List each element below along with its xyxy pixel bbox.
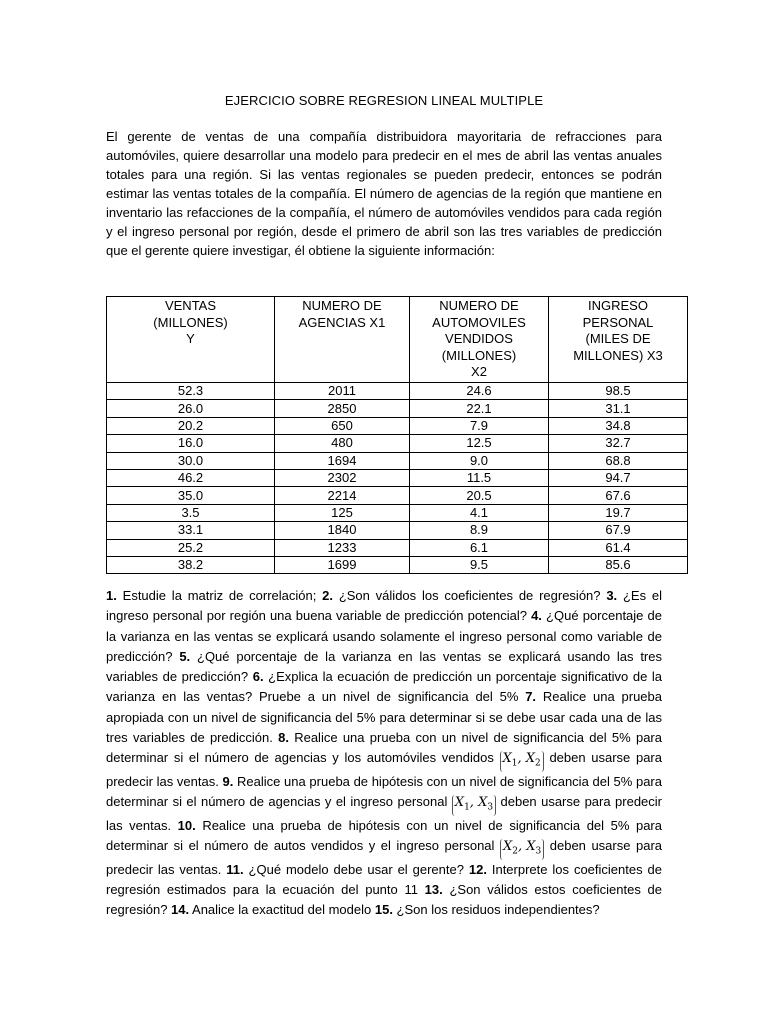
question-number: 4. [531,608,542,624]
question-number: 6. [252,669,264,685]
table-row: 46.2 2302 11.5 94.7 [107,469,688,486]
math-x1-x3: $X_1$, $X_3$ [452,795,496,816]
table-row: 33.1 1840 8.9 67.9 [107,522,688,539]
question-number: 5. [179,648,191,664]
question-number: 15. [374,902,393,918]
question-number: 9. [222,773,234,789]
header-ventas: VENTAS (MILLONES) Y [107,297,275,383]
intro-paragraph: El gerente de ventas de una compañía distribuidora mayoritaria de refracciones para automóviles, quiere desarrollar una modelo para predecir en el mes de abril las ventas anuales totales para una región. Si las ventas regionales se pueden predecir, entonces se podrán estimar las ventas totales de la compañía. El número de agencias de la región que mantiene en inventario las refacciones de la compañía, el número de automóviles vendidos para cada región y el ingreso personal por región, desde el primero de abril son las tres variables de predicción que el gerente quiere investigar, él obtiene la siguiente información: [106,129,662,258]
header-agencias: NUMERO DE AGENCIAS X1 [275,297,410,383]
data-table [106,296,688,574]
table-row: 35.0 2214 20.5 67.6 [107,487,688,504]
math-x2-x3: $X_2$, $X_3$ [500,839,544,860]
question-number: 1. [106,588,117,603]
table-row: 16.0 480 12.5 32.7 [107,435,688,452]
question-number: 2. [322,588,334,603]
document-title: EJERCICIO SOBRE REGRESION LINEAL MULTIPLE [224,93,544,108]
questions-paragraph: 1. Estudie la matriz de correlación; 2. ¿Son válidos los coeficientes de regresión? 3. ¿Es el ingreso personal por región una buena variable de predicción potencial? 4. ¿Qué porcentaje de la varianza en las ventas se explicará usando solamente el ingreso personal como variable de predicción? 5. ¿Qué porcentaje de la varianza en las ventas se explicará usando las tres variables de predicción? 6. ¿Explica la ecuación de predicción un porcentaje significativo de la varianza en las ventas? Pruebe a un nivel de significancia del 5% 7. Realice una prueba apropiada con un nivel de significancia del 5% para determinar si se debe usar cada una de las tres variables de predicción. 8. Realice una prueba con un nivel de significancia del 5% para determinar si el número de agencias y los automóviles vendidos $X_1$, $X_2$ deben usarse para predecir las ventas. 9. Realice una prueba de hipótesis con un nivel de significancia del 5% para determinar si el número de agencias y el ingreso personal $X_1$, $X_3$ deben usarse para predecir las ventas. 10. Realice una prueba de hipótesis con un nivel de significancia del 5% para determinar si el número de autos vendidos y el ingreso personal $X_2$, $X_3$ deben usarse para predecir las ventas. 11. ¿Qué modelo debe usar el gerente? 12. Interprete los coeficientes de regresión estimados para la ecuación del punto 11 13. ¿Son válidos estos coeficientes de regresión? 14. Analice la exactitud del modelo 15. ¿Son los residuos independientes? [106,588,663,918]
table-row: 26.0 2850 22.1 31.1 [107,400,688,417]
header-ingreso: INGRESO PERSONAL (MILES DE MILLONES) X3 [549,297,688,383]
table-row: 38.2 1699 9.5 85.6 [107,556,688,573]
table-row: 30.0 1694 9.0 68.8 [107,452,688,469]
table-header-row [107,297,688,383]
table-row: 52.3 2011 24.6 98.5 [107,383,688,400]
table-row: 3.5 125 4.1 19.7 [107,504,688,521]
question-number: 14. [171,902,190,918]
question-number: 7. [525,689,537,705]
table-row: 20.2 650 7.9 34.8 [107,417,688,434]
question-number: 11. [226,861,244,877]
math-x1-x2: $X_1$, $X_2$ [500,751,544,772]
question-number: 8. [278,730,289,746]
question-number: 10. [177,817,196,833]
header-automoviles: NUMERO DE AUTOMOVILES VENDIDOS (MILLONES) X2 [410,297,549,383]
question-number: 3. [606,588,618,603]
table-row: 25.2 1233 6.1 61.4 [107,539,688,556]
question-number: 12. [468,861,487,877]
question-number: 13. [424,882,443,898]
